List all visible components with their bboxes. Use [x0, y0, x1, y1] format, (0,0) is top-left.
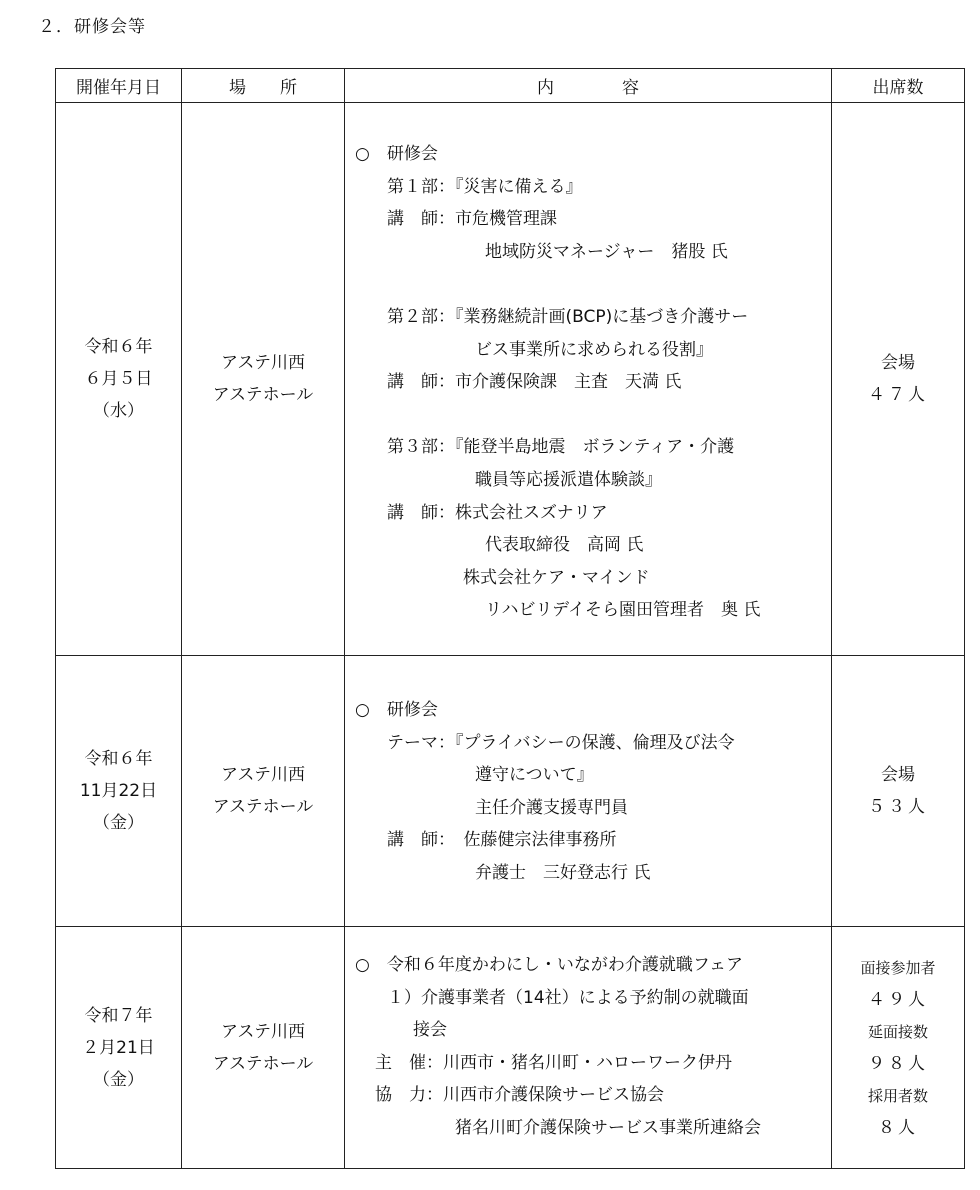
attendance-label: 採用者数 [867, 1086, 928, 1105]
date-cell [56, 103, 182, 656]
attendance-cell [832, 103, 965, 656]
content-line: ○ 研修会 [355, 700, 438, 720]
attendance-label: 面接参加者 [860, 958, 936, 977]
date-line: （水） [93, 401, 144, 421]
date-line: ６月５日 [84, 369, 153, 389]
date-line: 11月22日 [79, 781, 158, 801]
content-line: 猪名川町介護保険サービス事業所連絡会 [455, 1117, 761, 1138]
content-line: 第１部：『災害に備える』 [387, 176, 583, 197]
date-line: 令和６年 [84, 337, 153, 357]
section-heading: ２．研修会等 [38, 17, 146, 37]
content-line: 主任介護支援専門員 [475, 797, 628, 818]
content-line: ビス事業所に求められる役割』 [475, 339, 713, 360]
table-row [56, 656, 965, 927]
attendance-cell [832, 656, 965, 927]
content-line: 講 師：市危機管理課 [387, 209, 557, 230]
attendance-label: 延面接数 [867, 1022, 928, 1041]
content-line: 地域防災マネージャー 猪股 氏 [485, 241, 728, 262]
date-line: （金） [93, 813, 144, 833]
place-line: アステホール [212, 797, 314, 817]
content-line: ○ 令和６年度かわにし・いながわ介護就職フェア [355, 955, 743, 975]
content-line: 弁護士 三好登志行 氏 [475, 862, 651, 883]
place-line: アステホール [212, 1053, 314, 1074]
place-cell [182, 103, 345, 656]
content-cell [345, 103, 832, 656]
attendance-cell [832, 927, 965, 1169]
header-date: 開催年月日 [56, 69, 182, 103]
content-line: テーマ：『プライバシーの保護、倫理及び法令 [387, 732, 735, 753]
date-cell [56, 927, 182, 1169]
attendance-count: ４７人 [868, 385, 928, 405]
content-line: 遵守について』 [475, 765, 594, 786]
content-line: 講 師： 佐藤健宗法律事務所 [387, 830, 617, 851]
header-row [56, 69, 965, 103]
content-line: 講 師：市介護保険課 主査 天満 氏 [387, 372, 682, 393]
attendance-label: 会場 [881, 765, 915, 785]
content-line: リハビリデイそら園田管理者 奥 氏 [485, 600, 761, 621]
attendance-count: ４９人 [868, 989, 928, 1010]
content-line: 第３部：『能登半島地震 ボランティア・介護 [387, 437, 735, 458]
header-place: 場 所 [182, 69, 345, 103]
content-line: 接会 [413, 1020, 447, 1041]
place-line: アステ川西 [221, 1021, 305, 1042]
content-line: 主 催：川西市・猪名川町・ハローワーク伊丹 [375, 1052, 732, 1073]
attendance-count: ９８人 [868, 1053, 928, 1074]
place-line: アステ川西 [221, 353, 305, 373]
content-cell [345, 927, 832, 1169]
date-cell [56, 656, 182, 927]
content-line: 職員等応援派遣体験談』 [475, 469, 662, 490]
content-line: 株式会社ケア・マインド [463, 567, 650, 588]
content-line: １）介護事業者（14社）による予約制の就職面 [387, 987, 749, 1008]
content-line: 代表取締役 高岡 氏 [485, 535, 644, 556]
header-attendance: 出席数 [832, 69, 965, 103]
place-cell [182, 656, 345, 927]
content-line: ○ 研修会 [355, 144, 438, 164]
date-line: ２月21日 [82, 1037, 155, 1058]
place-line: アステホール [212, 385, 314, 405]
header-content: 内 容 [345, 69, 832, 103]
content-line: 講 師：株式会社スズナリア [387, 502, 608, 523]
table-row [56, 927, 965, 1169]
training-table [55, 68, 965, 1169]
table-row [56, 103, 965, 656]
place-line: アステ川西 [221, 765, 305, 785]
date-line: 令和７年 [84, 1005, 153, 1026]
content-line: 第２部：『業務継続計画(BCP)に基づき介護サー [387, 306, 749, 327]
place-cell [182, 927, 345, 1169]
content-line: 協 力：川西市介護保険サービス協会 [375, 1085, 664, 1106]
attendance-count: ８人 [878, 1117, 918, 1138]
date-line: （金） [93, 1069, 144, 1090]
date-line: 令和６年 [84, 749, 153, 769]
content-cell [345, 656, 832, 927]
attendance-label: 会場 [881, 353, 915, 373]
attendance-count: ５３人 [868, 797, 928, 817]
